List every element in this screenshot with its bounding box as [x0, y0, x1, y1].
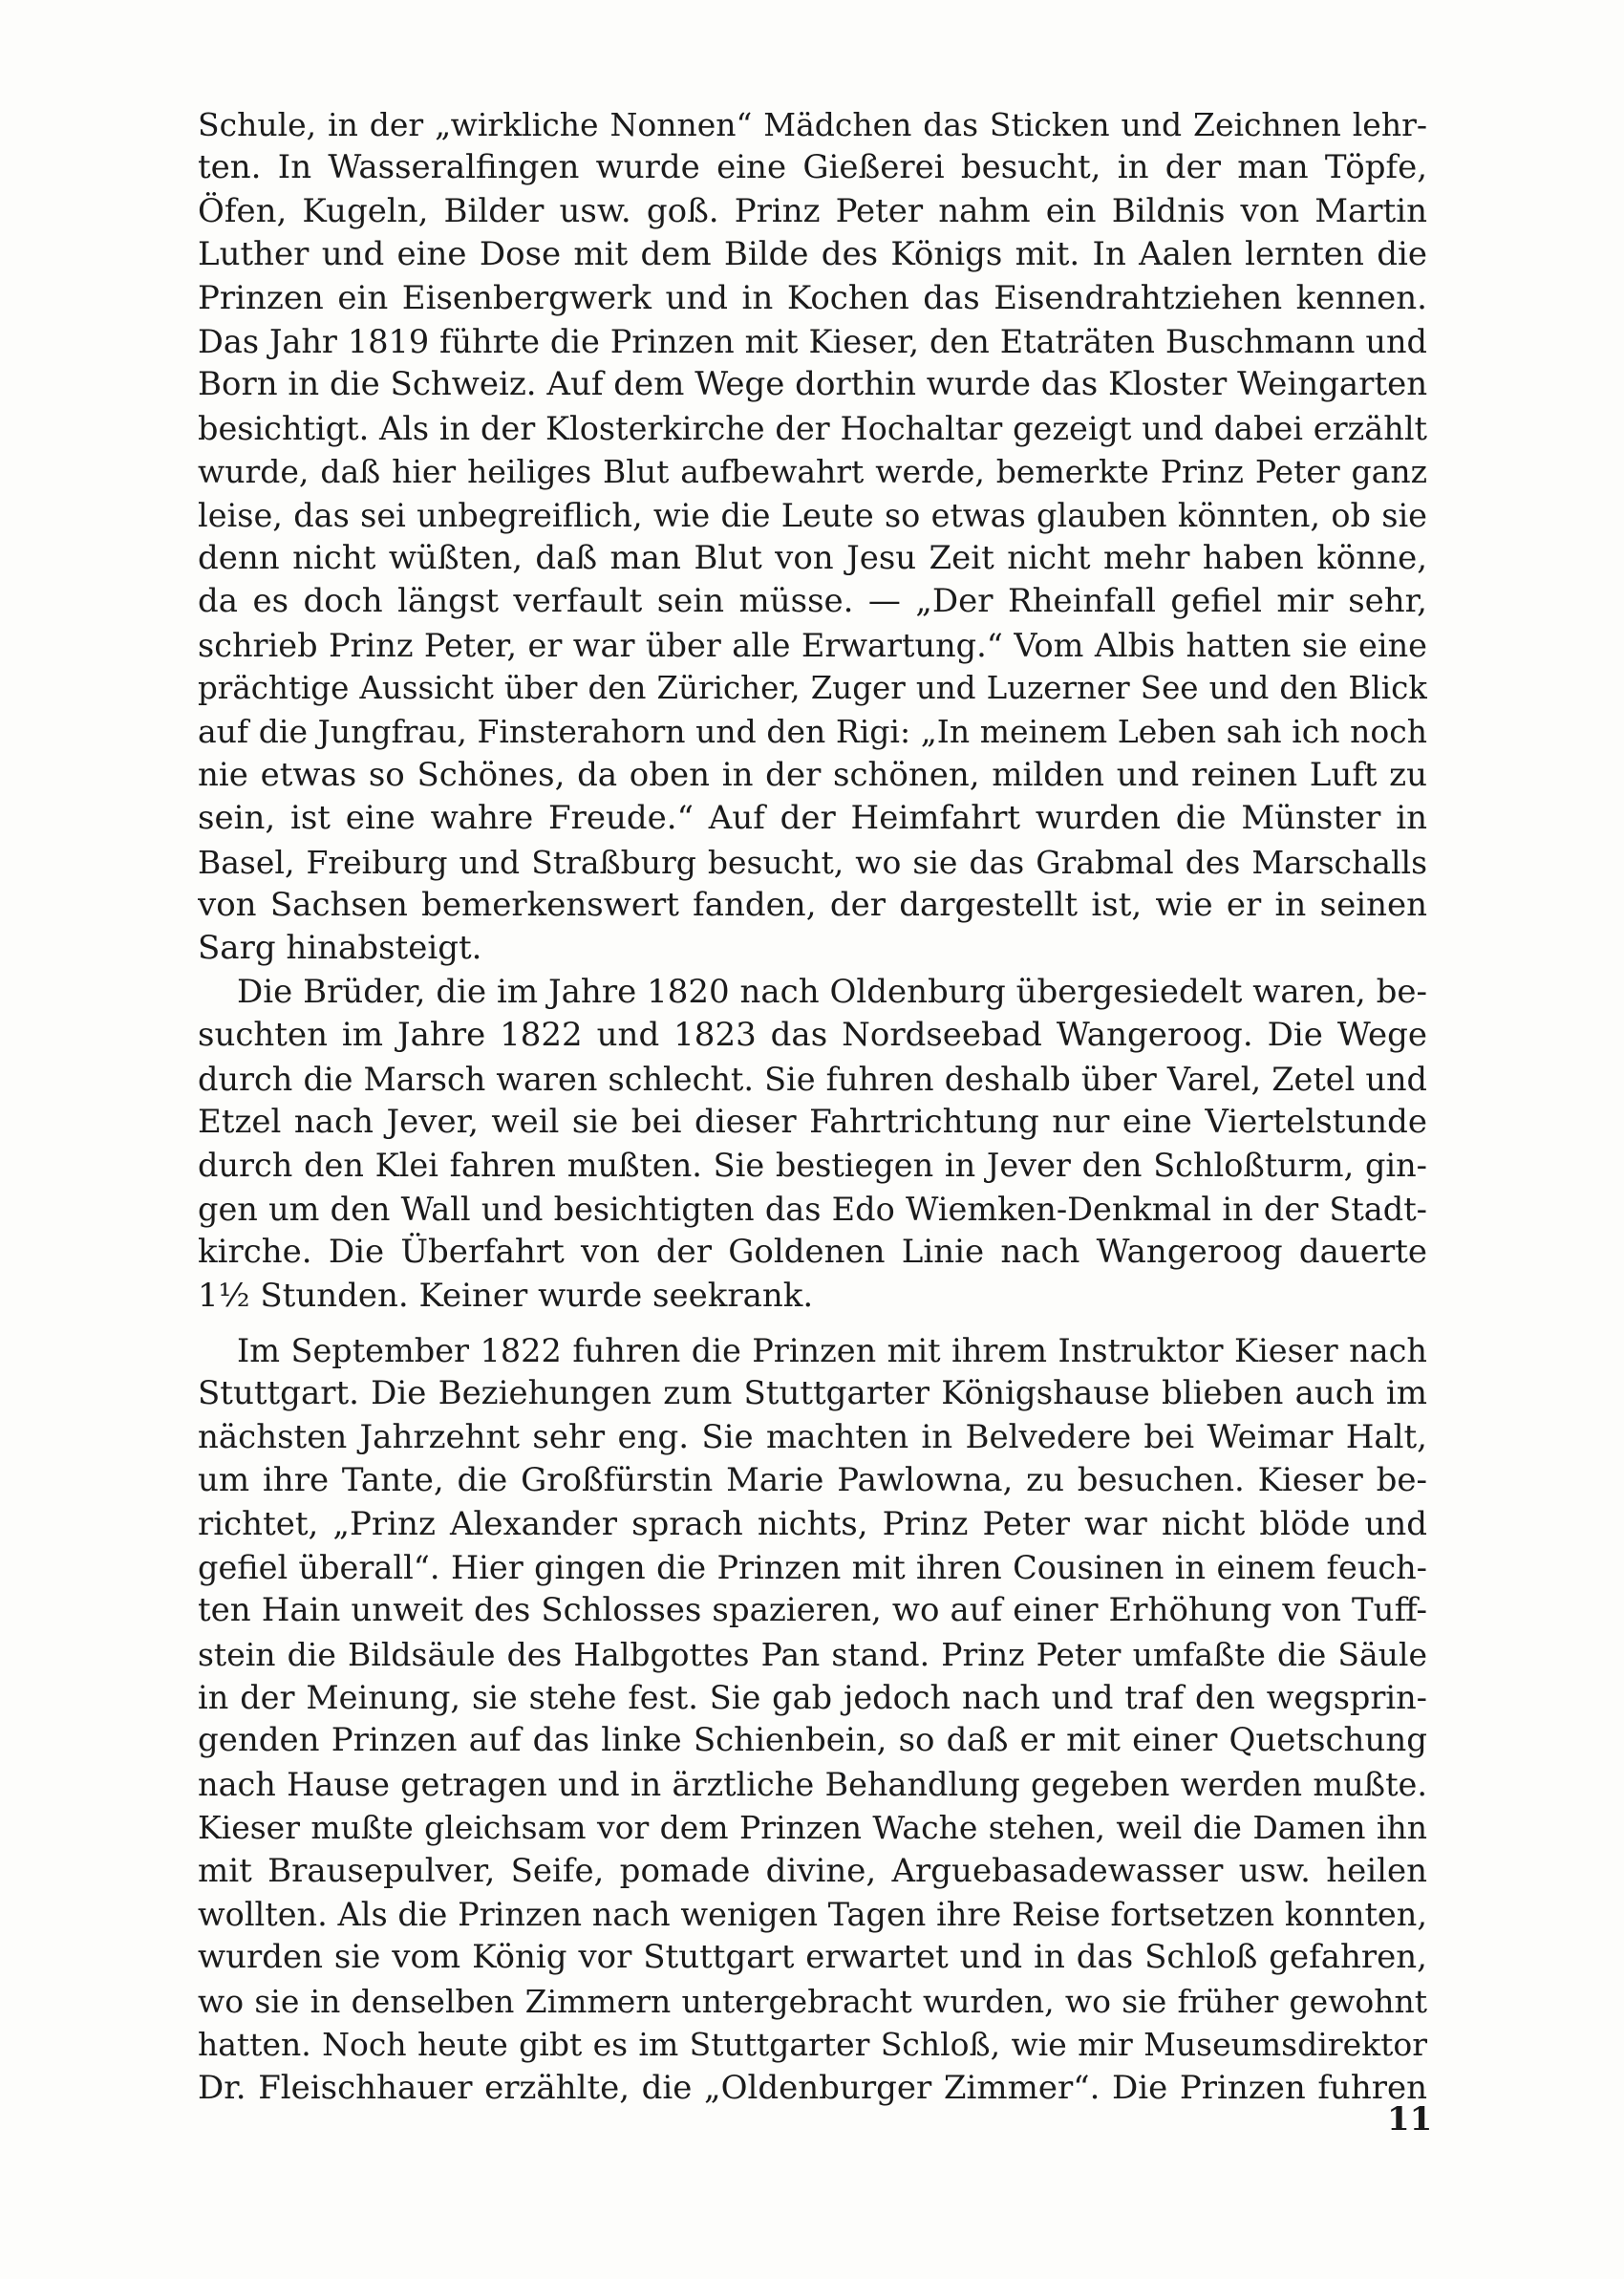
text-line: Das Jahr 1819 führte die Prinzen mit Kieser, den Etaträten Buschmann und [198, 322, 1427, 360]
text-line: besichtigt. Als in der Klosterkirche der Hochaltar gezeigt und dabei erzählt [198, 409, 1427, 447]
text-line: Kieser mußte gleichsam vor dem Prinzen Wache stehen, weil die Damen ihn [198, 1809, 1427, 1847]
text-line: stein die Bildsäule des Halbgottes Pan stand. Prinz Peter umfaßte die Säule [198, 1635, 1427, 1673]
text-line: durch die Marsch waren schlecht. Sie fuhren deshalb über Varel, Zetel und [198, 1060, 1427, 1098]
text-line: da es doch längst verfault sein müsse. — „Der Rheinfall gefiel mir sehr, [198, 582, 1427, 621]
text-line: in der Meinung, sie stehe fest. Sie gab jedoch nach und traf den wegsprin- [198, 1679, 1427, 1717]
paragraph-3 [198, 1329, 1427, 2110]
text-line: leise, das sei unbegreiflich, wie die Leute so etwas glauben könnten, ob sie [198, 496, 1427, 534]
text-line: Luther und eine Dose mit dem Bilde des Königs mit. In Aalen lernten die [198, 235, 1427, 274]
text-line: hatten. Noch heute gibt es im Stuttgarter Schloß, wie mir Museumsdirektor [198, 2026, 1427, 2064]
text-line: ten Hain unweit des Schlosses spazieren, wo auf einer Erhöhung von Tuff- [198, 1591, 1427, 1630]
text-line: Stuttgart. Die Beziehungen zum Stuttgarter Königshause blieben auch im [198, 1374, 1427, 1413]
text-line: nächsten Jahrzehnt sehr eng. Sie machten in Belvedere bei Weimar Halt, [198, 1417, 1427, 1456]
text-line: prächtige Aussicht über den Züricher, Zuger und Luzerner See und den Blick [198, 670, 1427, 707]
paragraph-2 [198, 971, 1427, 1318]
text-line: wurde, daß hier heiliges Blut aufbewahrt werde, bemerkte Prinz Peter ganz [198, 453, 1427, 491]
text-line: richtet, „Prinz Alexander sprach nichts, Prinz Peter war nicht blöde und [198, 1504, 1427, 1543]
text-line: nach Hause getragen und in ärztliche Behandlung gegeben werden mußte. [198, 1765, 1427, 1803]
text-line: Prinzen ein Eisenbergwerk und in Kochen das Eisendrahtziehen kennen. [198, 278, 1427, 317]
text-line: sein, ist eine wahre Freude.“ Auf der Heimfahrt wurden die Münster in [198, 799, 1427, 838]
text-line: gefiel überall“. Hier gingen die Prinzen mit ihren Cousinen in einem feuch- [198, 1548, 1427, 1586]
text-line: nie etwas so Schönes, da oben in der schönen, milden und reinen Luft zu [198, 755, 1427, 794]
text-line: durch den Klei fahren mußten. Sie bestiegen in Jever den Schloßturm, gin- [198, 1147, 1427, 1185]
text-line: denn nicht wüßten, daß man Blut von Jesu Zeit nicht mehr haben könne, [198, 538, 1427, 577]
text-line: 1½ Stunden. Keiner wurde seekrank. [198, 1276, 814, 1315]
text-line: kirche. Die Überfahrt von der Goldenen Linie nach Wangeroog dauerte [198, 1233, 1427, 1272]
text-line: Öfen, Kugeln, Bilder usw. goß. Prinz Peter nahm ein Bildnis von Martin [198, 191, 1427, 230]
text-line: wollten. Als die Prinzen nach wenigen Tagen ihre Reise fortsetzen konnten, [198, 1896, 1427, 1934]
text-line: suchten im Jahre 1822 und 1823 das Nordseebad Wangeroog. Die Wege [198, 1016, 1427, 1055]
text-line: Im September 1822 fuhren die Prinzen mit ihrem Instruktor Kieser nach [237, 1331, 1427, 1369]
text-line: ten. In Wasseralfingen wurde eine Gießerei besucht, in der man Töpfe, [198, 148, 1427, 187]
text-line: Born in die Schweiz. Auf dem Wege dorthin wurde das Kloster Weingarten [198, 365, 1427, 404]
text-line: wo sie in denselben Zimmern untergebracht wurden, wo sie früher gewohnt [198, 1982, 1427, 2020]
text-line: mit Brausepulver, Seife, pomade divine, Arguebasadewasser usw. heilen [198, 1851, 1427, 1890]
page-number: 11 [1387, 2100, 1433, 2139]
text-line: genden Prinzen auf das linke Schienbein, so daß er mit einer Quetschung [198, 1721, 1427, 1760]
paragraph-1 [198, 103, 1427, 971]
text-line: wurden sie vom König vor Stuttgart erwartet und in das Schloß gefahren, [198, 1938, 1427, 1977]
text-line: Sarg hinabsteigt. [198, 929, 482, 968]
text-line: schrieb Prinz Peter, er war über alle Erwartung.“ Vom Albis hatten sie eine [198, 626, 1427, 664]
text-line: Schule, in der „wirkliche Nonnen“ Mädchen das Sticken und Zeichnen lehr- [198, 106, 1427, 143]
text-line: auf die Jungfrau, Finsterahorn und den Rigi: „In meinem Leben sah ich noch [198, 713, 1427, 751]
text-line: um ihre Tante, die Großfürstin Marie Pawlowna, zu besuchen. Kieser be- [198, 1461, 1427, 1500]
text-line: von Sachsen bemerkenswert fanden, der dargestellt ist, wie er in seinen [198, 886, 1427, 925]
text-line: Etzel nach Jever, weil sie bei dieser Fahrtrichtung nur eine Viertelstunde [198, 1102, 1427, 1141]
text-line: Die Brüder, die im Jahre 1820 nach Oldenburg übergesiedelt waren, be- [237, 972, 1427, 1011]
text-line: gen um den Wall und besichtigten das Edo Wiemken-Denkmal in der Stadt- [198, 1190, 1427, 1228]
body-text [198, 103, 1427, 2110]
text-line: Dr. Fleischhauer erzählte, die „Oldenburger Zimmer“. Die Prinzen fuhren [198, 2068, 1427, 2107]
text-line: Basel, Freiburg und Straßburg besucht, wo sie das Grabmal des Marschalls [198, 843, 1427, 881]
